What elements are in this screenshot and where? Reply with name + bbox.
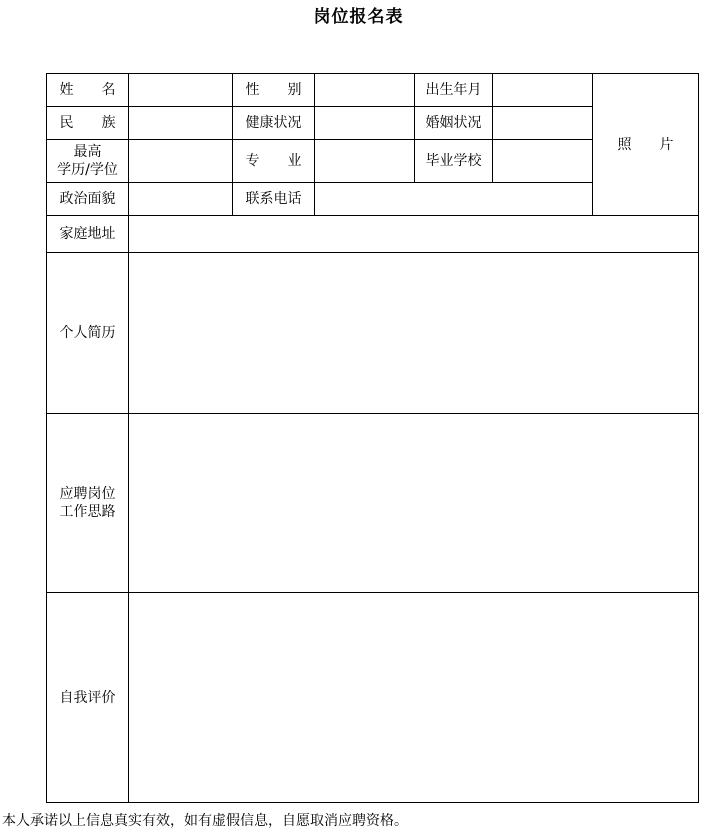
input-name[interactable] xyxy=(129,74,233,107)
input-phone[interactable] xyxy=(315,183,593,216)
label-major: 专 业 xyxy=(233,140,315,183)
input-resume[interactable] xyxy=(129,253,699,414)
label-education-line1: 最高 xyxy=(73,144,102,160)
label-name: 姓 名 xyxy=(47,74,129,107)
input-gender[interactable] xyxy=(315,74,415,107)
input-birth[interactable] xyxy=(493,74,593,107)
label-job-line2: 工作思路 xyxy=(59,504,116,520)
input-ethnicity[interactable] xyxy=(129,107,233,140)
label-job-plan xyxy=(47,414,129,593)
label-ethnicity: 民 族 xyxy=(47,107,129,140)
input-political[interactable] xyxy=(129,183,233,216)
input-address[interactable] xyxy=(129,216,699,253)
label-education xyxy=(47,140,129,183)
photo-box[interactable]: 照 片 xyxy=(593,74,699,216)
application-form-table xyxy=(46,73,699,803)
label-address: 家庭地址 xyxy=(47,216,129,253)
label-gender: 性 别 xyxy=(233,74,315,107)
label-health: 健康状况 xyxy=(233,107,315,140)
label-marital: 婚姻状况 xyxy=(415,107,493,140)
input-health[interactable] xyxy=(315,107,415,140)
input-self-eval[interactable] xyxy=(129,593,699,803)
input-education[interactable] xyxy=(129,140,233,183)
label-political: 政治面貌 xyxy=(47,183,129,216)
label-school: 毕业学校 xyxy=(415,140,493,183)
label-self-eval: 自我评价 xyxy=(47,593,129,803)
input-job-plan[interactable] xyxy=(129,414,699,593)
input-marital[interactable] xyxy=(493,107,593,140)
page-title: 岗位报名表 xyxy=(313,7,404,27)
label-phone: 联系电话 xyxy=(233,183,315,216)
label-education-line2: 学历/学位 xyxy=(57,162,118,178)
input-major[interactable] xyxy=(315,140,415,183)
label-birth: 出生年月 xyxy=(415,74,493,107)
input-school[interactable] xyxy=(493,140,593,183)
footer-declaration: 本人承诺以上信息真实有效，如有虚假信息，自愿取消应聘资格。 xyxy=(2,813,408,829)
label-job-line1: 应聘岗位 xyxy=(59,486,116,502)
label-resume: 个人简历 xyxy=(47,253,129,414)
